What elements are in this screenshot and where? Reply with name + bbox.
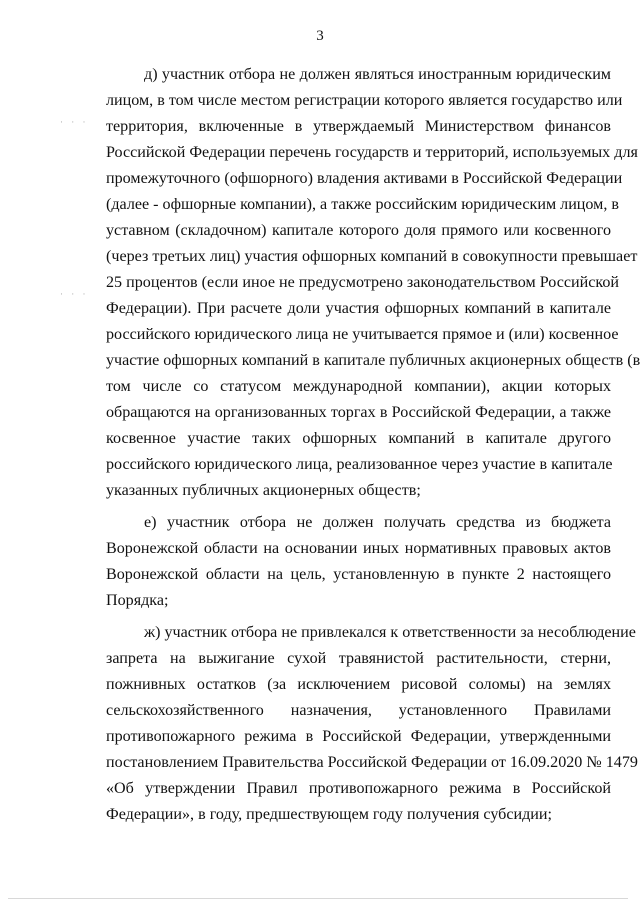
- text-line: Российской Федерации перечень государств и территорий, используемых для: [106, 144, 638, 161]
- text-line: территория, включенные в утверждаемый Министерством финансов: [106, 118, 611, 135]
- text-line: (через третьих лиц) участия офшорных компаний в совокупности превышает: [106, 248, 638, 265]
- text-line: запрета на выжигание сухой травянистой растительности, стерни,: [106, 650, 611, 667]
- text-line: участие офшорных компаний в капитале публичных акционерных обществ (в: [106, 352, 640, 369]
- text-line: российского юридического лица, реализованное через участие в капитале: [106, 456, 613, 473]
- text-line: сельскохозяйственного назначения, установленного Правилами: [106, 702, 611, 719]
- text-line: том числе со статусом международной компании), акции которых: [106, 378, 611, 395]
- text-line: Федерации», в году, предшествующем году получения субсидии;: [106, 806, 552, 823]
- text-line: е) участник отбора не должен получать средства из бюджета: [144, 514, 611, 531]
- document-body: [106, 62, 640, 828]
- scan-edge-line: [8, 898, 628, 899]
- text-line: указанных публичных акционерных обществ;: [106, 482, 421, 499]
- text-line: российского юридического лица не учитывается прямое и (или) косвенное: [106, 326, 619, 343]
- text-line: постановлением Правительства Российской Федерации от 16.09.2020 № 1479: [106, 754, 638, 771]
- text-line: обращаются на организованных торгах в Российской Федерации, а также: [106, 404, 611, 421]
- text-line: противопожарного режима в Российской Федерации, утвержденными: [106, 728, 611, 745]
- text-line: 25 процентов (если иное не предусмотрено законодательством Российской: [106, 274, 620, 291]
- paragraph-zh: [106, 620, 638, 828]
- text-line: «Об утверждении Правил противопожарного режима в Российской: [106, 780, 611, 797]
- text-line: Воронежской области на цель, установленную в пункте 2 настоящего: [106, 566, 611, 583]
- text-line: лицом, в том числе местом регистрации которого является государство или: [106, 92, 623, 109]
- scan-margin-marks: · · ·: [60, 117, 89, 127]
- text-line: уставном (складочном) капитале которого доля прямого или косвенного: [106, 222, 611, 239]
- page-number: 3: [316, 28, 324, 44]
- text-line: Порядка;: [106, 592, 169, 609]
- text-line: Федерации). При расчете доли участия офшорных компаний в капитале: [106, 300, 611, 317]
- scan-margin-marks: · · ·: [60, 289, 89, 299]
- paragraph-d: [106, 62, 640, 504]
- text-line: пожнивных остатков (за исключением рисовой соломы) на землях: [106, 676, 611, 693]
- text-line: Воронежской области на основании иных нормативных правовых актов: [106, 540, 611, 557]
- text-line: промежуточного (офшорного) владения активами в Российской Федерации: [106, 170, 623, 187]
- text-line: (далее - офшорные компании), а также российским юридическим лицом, в: [106, 196, 619, 213]
- text-line: косвенное участие таких офшорных компаний в капитале другого: [106, 430, 611, 447]
- text-line: ж) участник отбора не привлекался к ответственности за несоблюдение: [144, 624, 636, 641]
- text-line: д) участник отбора не должен являться иностранным юридическим: [144, 66, 611, 83]
- paragraph-e: [106, 510, 611, 614]
